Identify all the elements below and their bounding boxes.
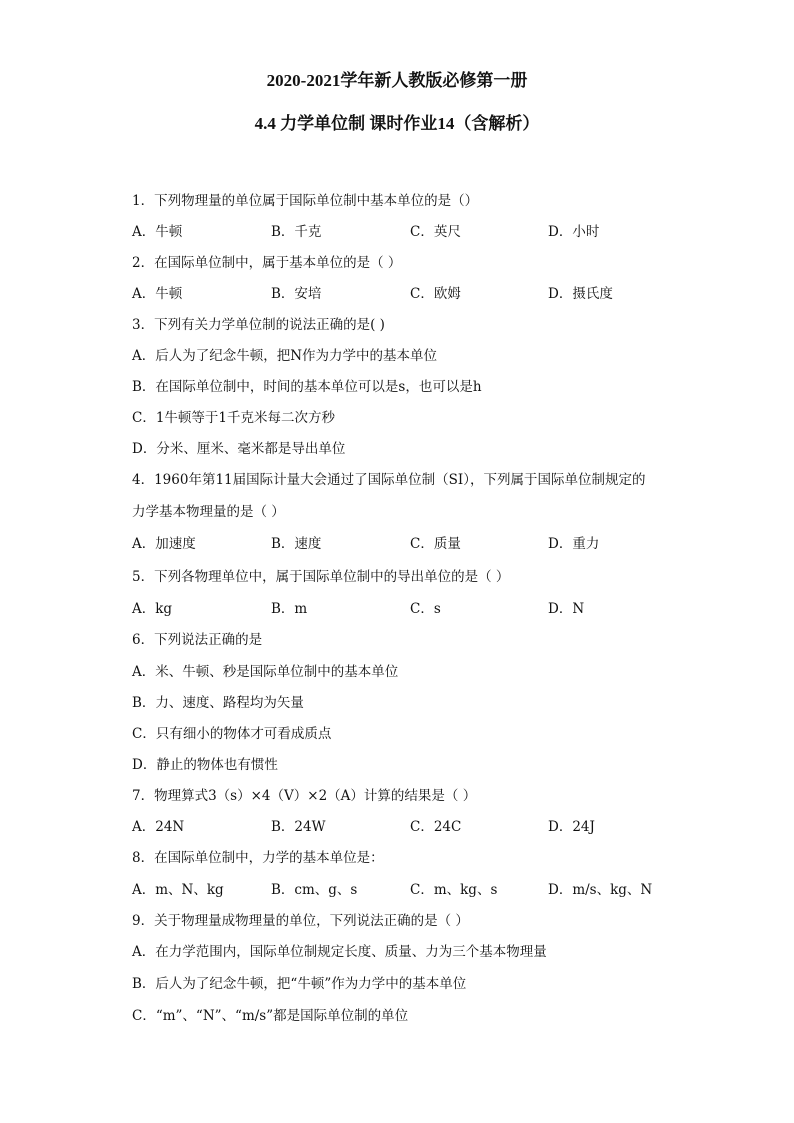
question-3-option-a: A．后人为了纪念牛顿，把N作为力学中的基本单位 xyxy=(132,348,438,364)
question-6-option-c: C．只有细小的物体才可看成质点 xyxy=(132,726,332,742)
option-b: B．m xyxy=(271,601,308,617)
question-9-option-c: C．“m”、“N”、“m/s”都是国际单位制的单位 xyxy=(132,1008,409,1024)
option-c: C．质量 xyxy=(410,536,461,552)
question-9-stem: 9．关于物理量成物理量的单位，下列说法正确的是（ ） xyxy=(132,913,469,929)
option-c: C．欧姆 xyxy=(410,286,461,302)
option-b: B．cm、g、s xyxy=(271,882,358,898)
question-4-stem: 4．1960年第11届国际计量大会通过了国际单位制（SI），下列属于国际单位制规定的 xyxy=(132,472,646,488)
question-9-option-a: A．在力学范围内，国际单位制规定长度、质量、力为三个基本物理量 xyxy=(132,944,547,960)
option-b: B．安培 xyxy=(271,286,322,302)
option-a: A．24N xyxy=(132,819,185,835)
question-6-option-b: B．力、速度、路程均为矢量 xyxy=(132,695,304,711)
option-a: A．m、N、kg xyxy=(132,882,224,898)
question-3-option-b: B．在国际单位制中，时间的基本单位可以是s，也可以是h xyxy=(132,379,482,395)
option-d: D．摄氏度 xyxy=(548,286,613,302)
question-3-option-c: C．1牛顿等于1千克米每二次方秒 xyxy=(132,410,336,426)
option-d: D．小时 xyxy=(548,224,600,240)
question-6-option-a: A．米、牛顿、秒是国际单位制中的基本单位 xyxy=(132,664,399,680)
option-d: D．24J xyxy=(548,819,595,835)
option-c: C．英尺 xyxy=(410,224,461,240)
question-9-option-b: B．后人为了纪念牛顿，把“牛顿”作为力学中的基本单位 xyxy=(132,976,467,992)
question-5-stem: 5．下列各物理单位中，属于国际单位制中的导出单位的是（ ） xyxy=(132,569,510,585)
document-title: 2020-2021学年新人教版必修第一册 xyxy=(266,71,528,90)
question-6-stem: 6．下列说法正确的是 xyxy=(132,632,263,648)
question-1-stem: 1．下列物理量的单位属于国际单位制中基本单位的是（） xyxy=(132,193,479,209)
option-d: D．m/s、kg、N xyxy=(548,882,653,898)
question-2-stem: 2．在国际单位制中，属于基本单位的是（ ） xyxy=(132,255,402,271)
option-c: C．m、kg、s xyxy=(410,882,498,898)
question-7-stem: 7．物理算式3（s）×4（V）×2（A）计算的结果是（ ） xyxy=(132,788,477,804)
question-3-option-d: D．分米、厘米、毫米都是导出单位 xyxy=(132,441,346,457)
option-b: B．千克 xyxy=(271,224,322,240)
question-8-options xyxy=(132,881,692,899)
option-c: C．s xyxy=(410,601,441,617)
option-d: D．N xyxy=(548,601,585,617)
question-7-options xyxy=(132,818,692,836)
question-1-options xyxy=(132,223,692,241)
option-c: C．24C xyxy=(410,819,462,835)
question-4-options xyxy=(132,535,692,553)
option-b: B．24W xyxy=(271,819,326,835)
question-6-option-d: D．静止的物体也有惯性 xyxy=(132,757,278,773)
question-5-options xyxy=(132,600,692,618)
question-2-options xyxy=(132,285,692,303)
option-d: D．重力 xyxy=(548,536,600,552)
option-a: A．kg xyxy=(132,601,173,617)
option-a: A．牛顿 xyxy=(132,224,183,240)
document-subtitle: 4.4 力学单位制 课时作业14（含解析） xyxy=(254,114,540,133)
question-3-stem: 3．下列有关力学单位制的说法正确的是( ) xyxy=(132,317,385,333)
option-a: A．牛顿 xyxy=(132,286,183,302)
question-8-stem: 8．在国际单位制中，力学的基本单位是： xyxy=(132,850,384,866)
option-b: B．速度 xyxy=(271,536,322,552)
question-4-stem-cont: 力学基本物理量的是（ ） xyxy=(132,504,285,520)
option-a: A．加速度 xyxy=(132,536,196,552)
